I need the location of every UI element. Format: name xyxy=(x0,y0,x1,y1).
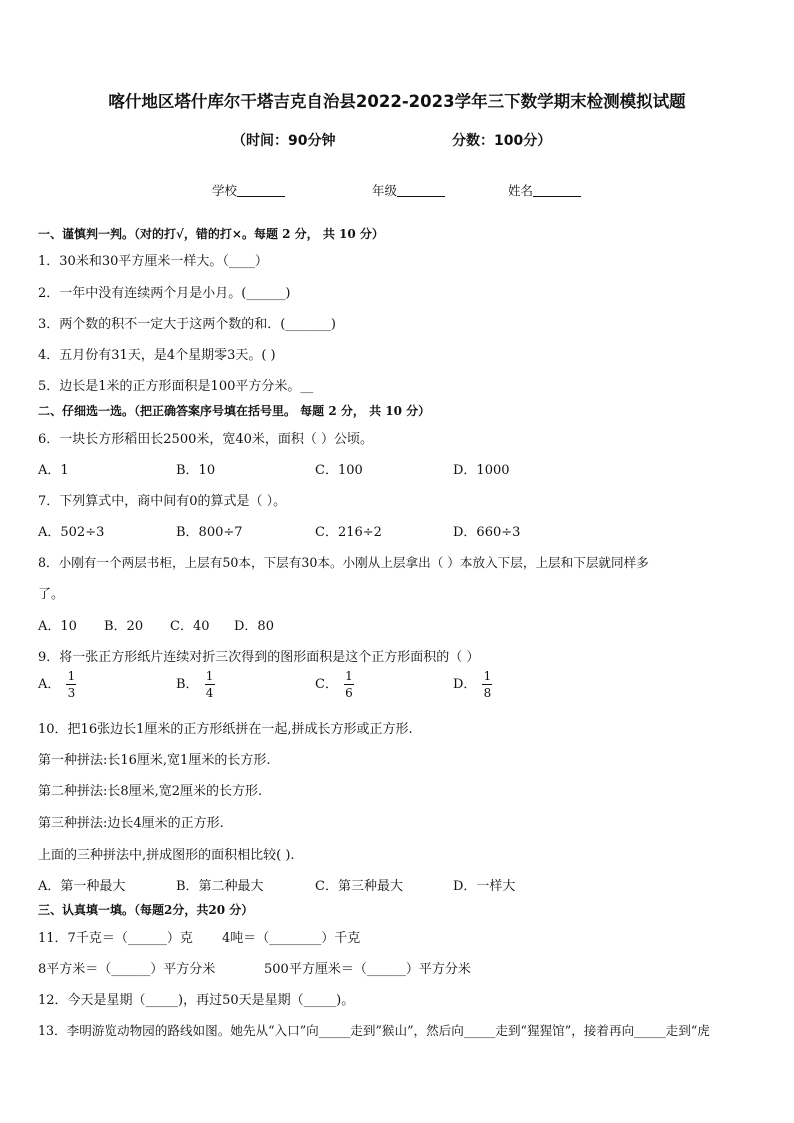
school-blank xyxy=(237,183,285,197)
q7-option-a: A．502÷3 xyxy=(38,525,105,540)
q9-option-b xyxy=(176,670,215,699)
q10-option-c: C．第三种最大 xyxy=(315,879,403,894)
question-11-part-c: 8平方米＝（______）平方分米 xyxy=(38,962,216,977)
question-1: 1．30米和30平方厘米一样大。（____） xyxy=(38,254,268,269)
question-10-line-2: 第一种拼法:长16厘米,宽1厘米的长方形. xyxy=(38,753,271,768)
question-11-part-b: 4吨＝（________）千克 xyxy=(222,931,361,946)
q6-option-d: D．1000 xyxy=(453,463,510,478)
question-9: 9．将一张正方形纸片连续对折三次得到的图形面积是这个正方形面积的（ ） xyxy=(38,650,480,665)
q8-option-c: C．40 xyxy=(170,619,210,634)
name-blank xyxy=(533,183,581,197)
q7-option-c: C．216÷2 xyxy=(315,525,382,540)
school-label: 学校 xyxy=(212,183,238,198)
question-10-line-1: 10．把16张边长1厘米的正方形纸拼在一起,拼成长方形或正方形. xyxy=(38,722,413,737)
q10-option-d: D．一样大 xyxy=(453,879,516,894)
page-title: 喀什地区塔什库尔干塔吉克自治县2022-2023学年三下数学期末检测模拟试题 xyxy=(108,92,686,111)
q7-option-b: B．800÷7 xyxy=(176,525,243,540)
question-8-line-1: 8．小刚有一个两层书柜，上层有50本，下层有30本。小刚从上层拿出（ ）本放入下层，上层和下层就同样多 xyxy=(38,555,649,570)
q7-option-d: D．660÷3 xyxy=(453,525,521,540)
q6-option-b: B．10 xyxy=(176,463,216,478)
question-11-part-a: 11．7千克＝（______）克 xyxy=(38,931,193,946)
question-5: 5．边长是1米的正方形面积是100平方分米。__ xyxy=(38,379,314,394)
q6-option-c: C．100 xyxy=(315,463,363,478)
name-label: 姓名 xyxy=(508,183,534,198)
q8-option-d: D．80 xyxy=(234,619,274,634)
grade-field xyxy=(372,181,445,199)
fraction: $\frac{1}{6}$ xyxy=(345,669,353,700)
q9-option-a-label: A． xyxy=(38,677,61,692)
grade-label: 年级 xyxy=(372,183,398,198)
fraction: $\frac{1}{8}$ xyxy=(483,669,492,700)
q9-option-a xyxy=(38,670,76,699)
question-10-line-4: 第三种拼法:边长4厘米的正方形. xyxy=(38,816,224,831)
question-10-line-5: 上面的三种拼法中,拼成图形的面积相比较( ). xyxy=(38,848,295,863)
score-label: 分数：100分） xyxy=(452,133,552,149)
question-2: 2．一年中没有连续两个月是小月。(______) xyxy=(38,286,291,301)
question-4: 4．五月份有31天，是4个星期零3天。( ) xyxy=(38,348,276,363)
q10-option-b: B．第二种最大 xyxy=(176,879,264,894)
question-12: 12．今天是星期（_____)，再过50天是星期（_____)。 xyxy=(38,993,355,1008)
grade-blank xyxy=(397,183,445,197)
question-13: 13．李明游览动物园的路线如图。她先从“入口”向_____走到”猴山”，然后向_____走到“猩猩馆”，接着再向_____走到“虎 xyxy=(38,1023,710,1038)
question-7: 7．下列算式中，商中间有0的算式是（ ）。 xyxy=(38,494,287,509)
q9-option-b-label: B． xyxy=(176,677,199,692)
q8-option-b: B．20 xyxy=(104,619,144,634)
q8-option-a: A．10 xyxy=(38,619,77,634)
q9-option-c-label: C． xyxy=(315,677,338,692)
section-heading-2: 二、仔细选一选。（把正确答案序号填在括号里。 每题 2 分， 共 10 分） xyxy=(38,404,431,418)
q9-option-c xyxy=(315,670,354,699)
question-11-part-d: 500平方厘米＝（______）平方分米 xyxy=(264,962,471,977)
question-10-line-3: 第二种拼法:长8厘米,宽2厘米的长方形. xyxy=(38,784,263,799)
question-3: 3．两个数的积不一定大于这两个数的和．(_______) xyxy=(38,317,336,332)
q10-option-a: A．第一种最大 xyxy=(38,879,126,894)
fraction: $\frac{1}{4}$ xyxy=(205,669,214,700)
fraction: $\frac{1}{3}$ xyxy=(67,669,76,700)
time-label: （时间：90分钟 xyxy=(232,133,336,149)
q9-option-d xyxy=(453,670,492,699)
section-heading-3: 三、认真填一填。（每题2分，共20 分） xyxy=(38,903,254,917)
section-heading-1: 一、谨慎判一判。（对的打√，错的打×。每题 2 分， 共 10 分） xyxy=(38,227,384,241)
question-8-line-2: 了。 xyxy=(38,587,65,602)
q6-option-a: A．1 xyxy=(38,463,69,478)
name-field xyxy=(508,181,581,199)
school-field xyxy=(212,181,285,199)
question-6: 6．一块长方形稻田长2500米，宽40米，面积（ ）公顷。 xyxy=(38,432,374,447)
q9-option-d-label: D． xyxy=(453,677,477,692)
